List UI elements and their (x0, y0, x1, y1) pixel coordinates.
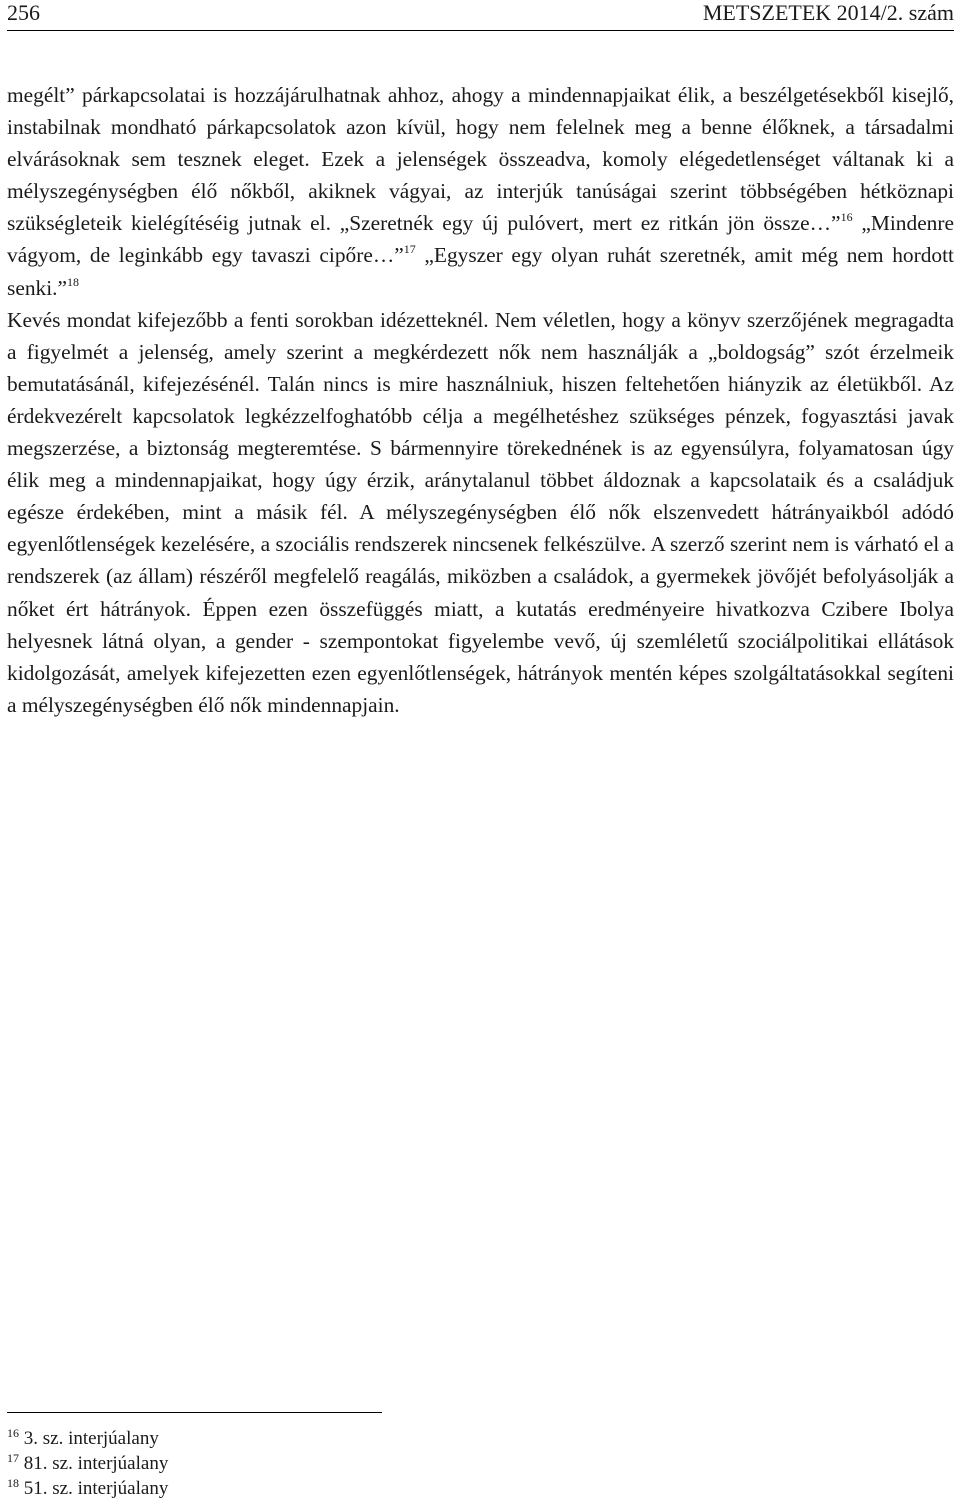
footnote-text: 3. sz. interjúalany (23, 1428, 159, 1449)
footnote-ref-16[interactable]: 16 (840, 210, 853, 225)
footnote-text: 81. sz. interjúalany (23, 1453, 169, 1474)
footnotes (7, 1426, 168, 1501)
footnote-number: 18 (7, 1475, 19, 1490)
footnote-separator (7, 1412, 382, 1413)
footnote-number: 16 (7, 1425, 19, 1440)
page-number: 256 (7, 0, 40, 25)
footnote-text: 51. sz. interjúalany (23, 1478, 169, 1499)
paragraph-2: Kevés mondat kifejezőbb a fenti sorokban idézetteknél. Nem véletlen, hogy a könyv szerzőjének megragadta a figyelmét a jelenség, amely szerint a megkérdezett nők nem használják a „boldogság” szót érzelmeik bemutatásánál, kifejezésénél. Talán nincs is mire használniuk, hiszen feltehetően hiányzik az életükből. Az érdekvezérelt kapcsolatok legkézzelfoghatóbb célja a megélhetéshez szükséges pénzek, fogyasztási javak megszerzése, a biztonság megteremtése. S bármennyire törekednének is az egyensúlyra, folyamatosan úgy élik meg a mindennapjaikat, hogy úgy érzik, aránytalanul többet áldoznak a kapcsolataik és a családjuk egésze érdekében, mint a másik fél. A mélyszegénységben élő nők elszenvedett hátrányaikból adódó egyenlőtlenségek kezelésére, a szociális rendszerek nincsenek felkészülve. A szerző szerint nem is várható el a rendszerek (az állam) részéről megfelelő reagálás, miközben a családok, a gyermekek jövőjét befolyásolják a nőket ért hátrányok. Éppen ezen összefüggés miatt, a kutatás eredményeire hivatkozva Czibere Ibolya helyesnek látná olyan, a gender - szempontokat figyelembe vevő, új szemléletű szociálpolitikai ellátások kidolgozását, amelyek kifejezetten ezen egyenlőtlenségek, hátrányok mentén képes szolgáltatásokkal segíteni a mélyszegénységben élő nők mindennapjain. (7, 307, 954, 717)
footnote-number: 17 (7, 1450, 19, 1465)
footnote-ref-17[interactable]: 17 (403, 242, 416, 257)
paragraph-1-text-c: „Egyszer egy olyan ruhát szeretnék, amit még nem hordott senki.” (7, 243, 954, 300)
footnote-item (7, 1476, 168, 1501)
running-header (7, 0, 954, 31)
footnote-item (7, 1451, 168, 1476)
journal-title: METSZETEK 2014/2. szám (702, 0, 954, 25)
main-text (7, 79, 954, 721)
footnote-ref-18[interactable]: 18 (67, 274, 79, 289)
paragraph-1-text-b: „Mindenre vágyom, de leginkább egy tavaszi cipőre…” (7, 211, 954, 268)
footnote-item (7, 1426, 168, 1451)
paragraph-1 (7, 79, 954, 304)
paragraph-1-text-a: megélt” párkapcsolatai is hozzájárulhatnak ahhoz, ahogy a mindennapjaikat élik, a beszélgetésekből kisejlő, instabilnak mondható párkapcsolatok azon kívül, hogy nem felelnek meg a benne élőknek, a társadalmi elvárásoknak sem tesznek eleget. Ezek a jelenségek összeadva, komoly elégedetlenséget váltanak ki a mélyszegénységben élő nőkből, akiknek vágyai, az interjúk tanúságai szerint többségében hétköznapi szükségleteik kielégítéséig jutnak el. „Szeretnék egy új pulóvert, mert ez ritkán jön össze…” (7, 83, 954, 236)
